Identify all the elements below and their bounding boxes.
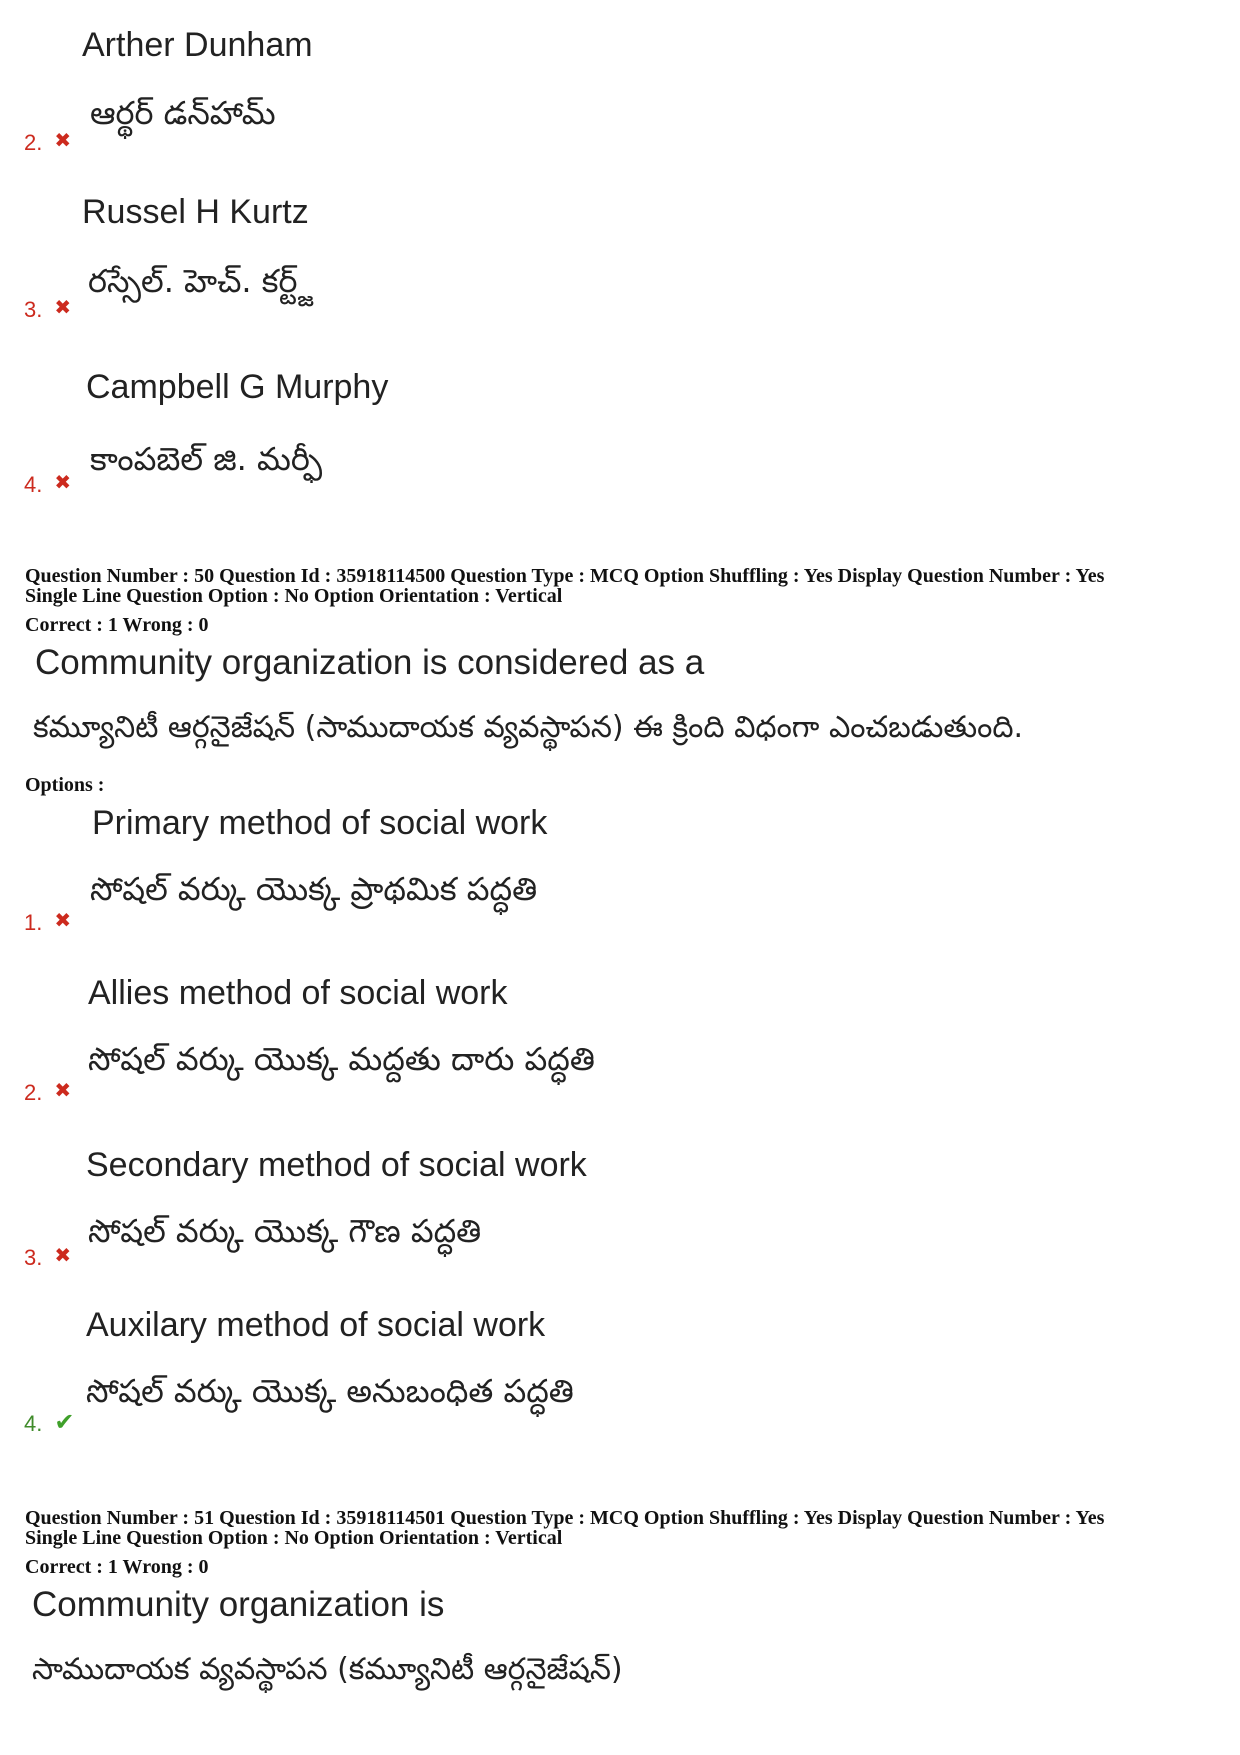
option-4-telugu: కాంపబెల్ జి. మర్ఫీ bbox=[90, 440, 323, 478]
cross-icon: ✖ bbox=[54, 1080, 72, 1102]
q50-option-2-telugu: సోషల్ వర్కు యొక్క మద్దతు దారు పద్ధతి bbox=[88, 1040, 595, 1078]
q50-option-3-telugu: సోషల్ వర్కు యొక్క గౌణ పద్ధతి bbox=[88, 1212, 482, 1250]
q50-option-3-english: Secondary method of social work bbox=[86, 1146, 587, 1184]
option-3-number: 3. ✖ bbox=[24, 297, 72, 322]
q50-option-4-number: 4. ✔ bbox=[24, 1409, 75, 1436]
q50-option-4-english: Auxilary method of social work bbox=[86, 1306, 546, 1344]
check-icon: ✔ bbox=[54, 1409, 75, 1436]
q50-option-1-english: Primary method of social work bbox=[92, 804, 548, 842]
q51-question-english: Community organization is bbox=[32, 1585, 445, 1624]
q50-score: Correct : 1 Wrong : 0 bbox=[25, 614, 209, 636]
q50-options-label: Options : bbox=[25, 774, 105, 796]
q50-option-4-telugu: సోషల్ వర్కు యొక్క అనుబంధిత పద్ధతి bbox=[86, 1372, 574, 1410]
q50-meta-line2: Single Line Question Option : No Option Orientation : Vertical bbox=[25, 585, 563, 607]
cross-icon: ✖ bbox=[54, 472, 72, 494]
q50-meta-line1: Question Number : 50 Question Id : 35918114500 Question Type : MCQ Option Shuffling : Yes Display Question Number : Yes bbox=[25, 565, 1105, 587]
q51-question-telugu: సాముదాయక వ్యవస్థాపన (కమ్యూనిటీ ఆర్గనైజేషన్) bbox=[32, 1652, 623, 1687]
q50-option-1-telugu: సోషల్ వర్కు యొక్క ప్రాథమిక పద్ధతి bbox=[90, 870, 538, 908]
option-2-telugu: ఆర్థర్ డన్‌హామ్ bbox=[90, 94, 276, 132]
q50-question-telugu: కమ్యూనిటీ ఆర్గనైజేషన్ (సాముదాయక వ్యవస్థాపన) ఈ క్రింది విధంగా ఎంచబడుతుంది. bbox=[33, 710, 1024, 745]
option-4-number: 4. ✖ bbox=[24, 472, 72, 497]
cross-icon: ✖ bbox=[54, 910, 72, 932]
option-2-number: 2. ✖ bbox=[24, 130, 72, 155]
option-2-english: Arther Dunham bbox=[82, 26, 313, 64]
q50-option-2-english: Allies method of social work bbox=[88, 974, 508, 1012]
q50-option-2-number: 2. ✖ bbox=[24, 1080, 72, 1105]
option-3-telugu: రస్సేల్. హెచ్. కర్ట్జ్ bbox=[88, 262, 314, 300]
option-4-english: Campbell G Murphy bbox=[86, 368, 389, 406]
q50-question-english: Community organization is considered as a bbox=[35, 643, 705, 682]
q51-meta-line1: Question Number : 51 Question Id : 35918114501 Question Type : MCQ Option Shuffling : Yes Display Question Number : Yes bbox=[25, 1507, 1105, 1529]
q50-option-1-number: 1. ✖ bbox=[24, 910, 72, 935]
cross-icon: ✖ bbox=[54, 297, 72, 319]
option-3-english: Russel H Kurtz bbox=[82, 193, 309, 231]
q50-option-3-number: 3. ✖ bbox=[24, 1245, 72, 1270]
cross-icon: ✖ bbox=[54, 130, 72, 152]
cross-icon: ✖ bbox=[54, 1245, 72, 1267]
q51-meta-line2: Single Line Question Option : No Option Orientation : Vertical bbox=[25, 1527, 563, 1549]
q51-score: Correct : 1 Wrong : 0 bbox=[25, 1556, 209, 1578]
